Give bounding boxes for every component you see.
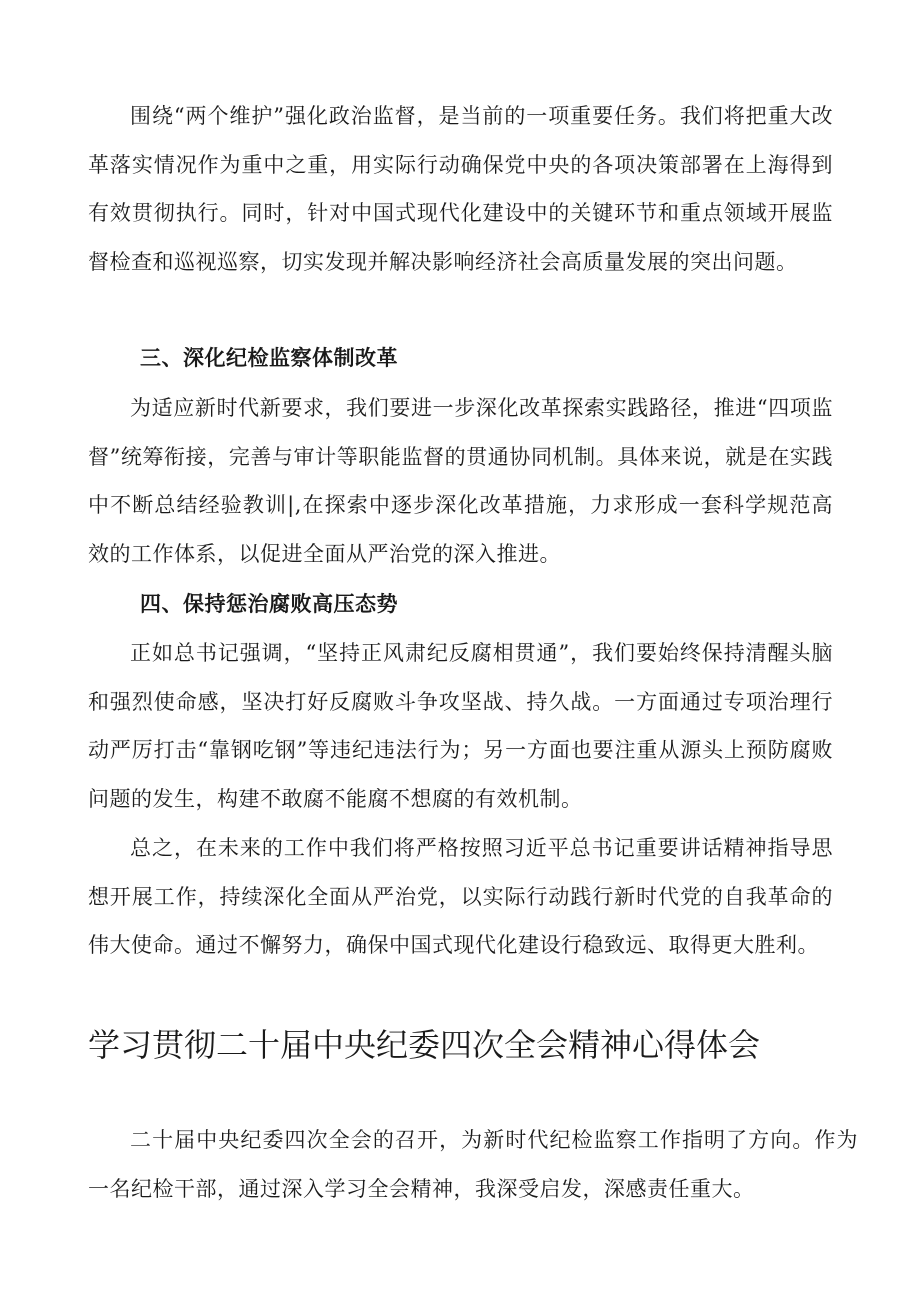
document-title: 学习贯彻二十届中央纪委四次全会精神心得体会 (88, 1026, 761, 1064)
paragraph-anticorruption: 正如总书记强调，“坚持正风肃纪反腐相贯通”，我们要始终保持清醒头脑和强烈使命感，坚决打好反腐败斗争攻坚战、持久战。一方面通过专项治理行动严厉打击“靠钢吃钢”等违纪违法行为；另一方面也要注重从源头上预防腐败问题的发生，构建不敢腐不能腐不想腐的有效机制。 (88, 641, 833, 811)
section-heading-anticorruption: 四、保持惩治腐败高压态势 (140, 592, 398, 616)
paragraph-system-reform: 为适应新时代新要求，我们要进一步深化改革探索实践路径，推进“四项监督”统筹衔接，完善与审计等职能监督的贯通协同机制。具体来说，就是在实践中不断总结经验教训|,在探索中逐步深化改革措施，力求形成一套科学规范高效的工作体系，以促进全面从严治党的深入推进。 (88, 396, 833, 566)
section-heading-reform: 三、深化纪检监察体制改革 (140, 346, 398, 370)
paragraph-conclusion: 总之，在未来的工作中我们将严格按照习近平总书记重要讲话精神指导思想开展工作，持续深化全面从严治党，以实际行动践行新时代党的自我革命的伟大使命。通过不懈努力，确保中国式现代化建设行稳致远、取得更大胜利。 (88, 836, 833, 958)
paragraph-intro: 二十届中央纪委四次全会的召开，为新时代纪检监察工作指明了方向。作为一名纪检干部，通过深入学习全会精神，我深受启发，深感责任重大。 (88, 1128, 858, 1201)
paragraph-political-supervision: 围绕“两个维护”强化政治监督，是当前的一项重要任务。我们将把重大改革落实情况作为重中之重，用实际行动确保党中央的各项决策部署在上海得到有效贯彻执行。同时，针对中国式现代化建设中的关键环节和重点领域开展监督检查和巡视巡察，切实发现并解决影响经济社会高质量发展的突出问题。 (88, 104, 833, 274)
